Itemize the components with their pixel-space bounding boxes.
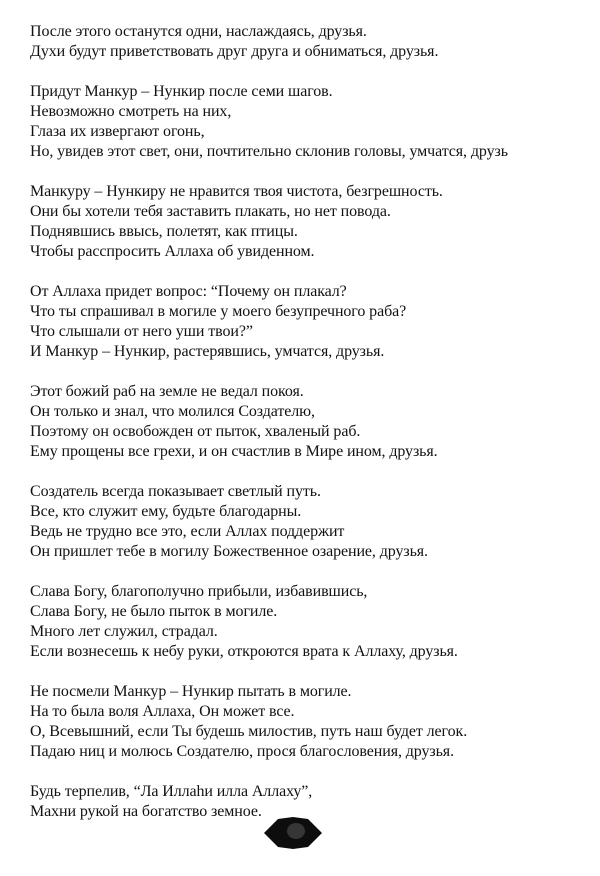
poem-line: Что слышали от него уши твои?” <box>30 323 253 340</box>
poem-line: Падаю ниц и молюсь Создателю, прося благословения, друзья. <box>30 743 454 760</box>
stanza-8 <box>30 682 586 762</box>
stanza-7 <box>30 582 586 662</box>
poem-line: Придут Манкур – Нункир после семи шагов. <box>30 83 333 100</box>
poem-line: Он пришлет тебе в могилу Божественное озарение, друзья. <box>30 543 428 560</box>
poem-line: Слава Богу, не было пыток в могиле. <box>30 603 278 620</box>
poem-line: Будь терпелив, “Ла Иллаhи илла Аллаху”, <box>30 783 313 800</box>
poem-line: Духи будут приветствовать друг друга и обниматься, друзья. <box>30 43 439 60</box>
poem-line: После этого останутся одни, наслаждаясь, друзья. <box>30 23 367 40</box>
poem-line: Создатель всегда показывает светлый путь. <box>30 483 321 500</box>
poem-line: И Манкур – Нункир, растерявшись, умчатся, друзья. <box>30 343 385 360</box>
poem-line: Манкуру – Нункиру не нравится твоя чистота, безгрешность. <box>30 183 443 200</box>
poem-line: Слава Богу, благополучно прибыли, избавившись, <box>30 583 368 600</box>
poem-line: Не посмели Манкур – Нункир пытать в могиле. <box>30 683 352 700</box>
poem-line: Поднявшись ввысь, полетят, как птицы. <box>30 223 298 240</box>
poem-line: О, Всевышний, если Ты будешь милостив, путь наш будет легок. <box>30 723 468 740</box>
stanza-4 <box>30 282 586 362</box>
stanza-1 <box>30 22 586 62</box>
poem-line: Если вознесешь к небу руки, откроются врата к Аллаху, друзья. <box>30 643 458 660</box>
stanza-3 <box>30 182 586 262</box>
poem-line: Поэтому он освобожден от пыток, хваленый раб. <box>30 423 361 440</box>
poem-line: Они бы хотели тебя заставить плакать, но нет повода. <box>30 203 391 220</box>
poem-line: На то была воля Аллаха, Он может все. <box>30 703 295 720</box>
poem-line: Глаза их извергают огонь, <box>30 123 205 140</box>
poem-line: Все, кто служит ему, будьте благодарны. <box>30 503 302 520</box>
stanza-5 <box>30 382 586 462</box>
poem-line: Он только и знал, что молился Создателю, <box>30 403 315 420</box>
poem-page <box>30 22 586 842</box>
poem-line: Ведь не трудно все это, если Аллах поддержит <box>30 523 345 540</box>
stanza-2 <box>30 82 586 162</box>
poem-line: Но, увидев этот свет, они, почтительно склонив головы, умчатся, друзь <box>30 143 508 160</box>
page-number-badge <box>262 815 324 851</box>
poem-line: Невозможно смотреть на них, <box>30 103 232 120</box>
page-number <box>262 815 324 851</box>
poem-line: Махни рукой на богатство земное. <box>30 803 262 820</box>
poem-line: Что ты спрашивал в могиле у моего безупречного раба? <box>30 303 407 320</box>
poem-line: От Аллаха придет вопрос: “Почему он плакал? <box>30 283 347 300</box>
poem-line: Ему прощены все грехи, и он счастлив в Мире ином, друзья. <box>30 443 438 460</box>
poem-line: Чтобы расспросить Аллаха об увиденном. <box>30 243 315 260</box>
poem-line: Много лет служил, страдал. <box>30 623 218 640</box>
stanza-6 <box>30 482 586 562</box>
poem-line: Этот божий раб на земле не ведал покоя. <box>30 383 304 400</box>
